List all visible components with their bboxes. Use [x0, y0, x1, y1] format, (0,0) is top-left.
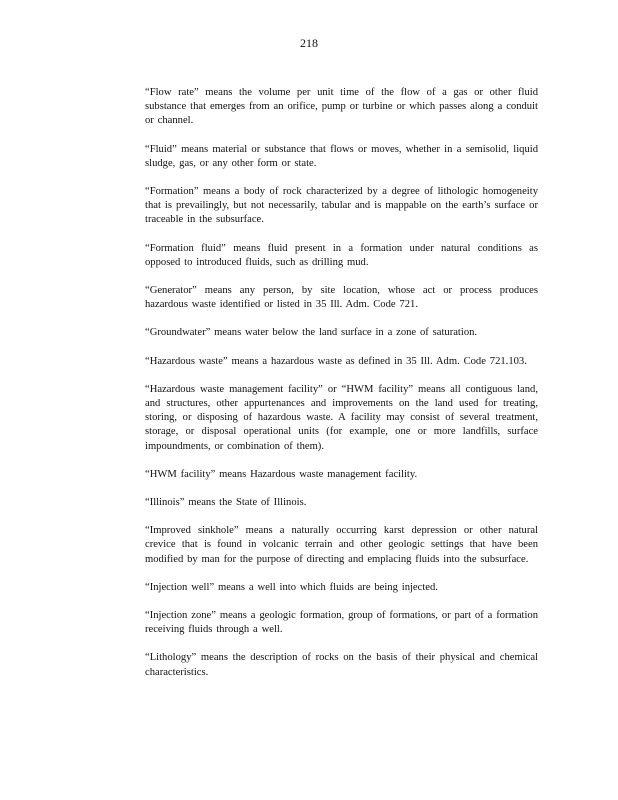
definition-lithology: “Lithology” means the description of rocks on the basis of their physical and chemical characteristics. [145, 652, 538, 678]
definitions-list [145, 86, 538, 694]
page-number: 218 [300, 36, 318, 50]
definition-groundwater: “Groundwater” means water below the land surface in a zone of saturation. [145, 327, 478, 339]
definition-formation: “Formation” means a body of rock characterized by a degree of lithologic homogeneity that is prevailingly, but not necessarily, tabular and is mappable on the earth’s surface or traceable in the subsurface. [145, 186, 538, 226]
definition-hazardous-waste: “Hazardous waste” means a hazardous waste as defined in 35 Ill. Adm. Code 721.103. [145, 355, 527, 367]
definition-injection-zone: “Injection zone” means a geologic formation, group of formations, or part of a formation receiving fluids through a well. [145, 610, 538, 636]
definition-hazardous-waste-management-facility: “Hazardous waste management facility” or “HWM facility” means all contiguous land, and structures, other appurtenances and improvements on the land used for treating, storing, or disposing of hazardous waste. A facility may consist of several treatment, storage, or disposal operational units (for example, one or more landfills, surface impoundments, or combination of them). [145, 383, 538, 452]
definition-fluid: “Fluid” means material or substance that flows or moves, whether in a semisolid, liquid sludge, gas, or any other form or state. [145, 143, 538, 169]
definition-generator: “Generator” means any person, by site location, whose act or process produces hazardous waste identified or listed in 35 Ill. Adm. Code 721. [145, 285, 538, 311]
definition-formation-fluid: “Formation fluid” means fluid present in a formation under natural conditions as opposed to introduced fluids, such as drilling mud. [145, 242, 538, 268]
definition-improved-sinkhole: “Improved sinkhole” means a naturally occurring karst depression or other natural crevice that is found in volcanic terrain and other geologic settings that have been modified by man for the purpose of directing and emplacing fluids into the subsurface. [145, 525, 538, 565]
definition-injection-well: “Injection well” means a well into which fluids are being injected. [145, 581, 438, 593]
definition-illinois: “Illinois” means the State of Illinois. [145, 497, 307, 509]
definition-flow-rate: “Flow rate” means the volume per unit time of the flow of a gas or other fluid substance that emerges from an orifice, pump or turbine or which passes along a conduit or channel. [145, 87, 538, 127]
definition-hwm-facility: “HWM facility” means Hazardous waste management facility. [145, 468, 418, 480]
